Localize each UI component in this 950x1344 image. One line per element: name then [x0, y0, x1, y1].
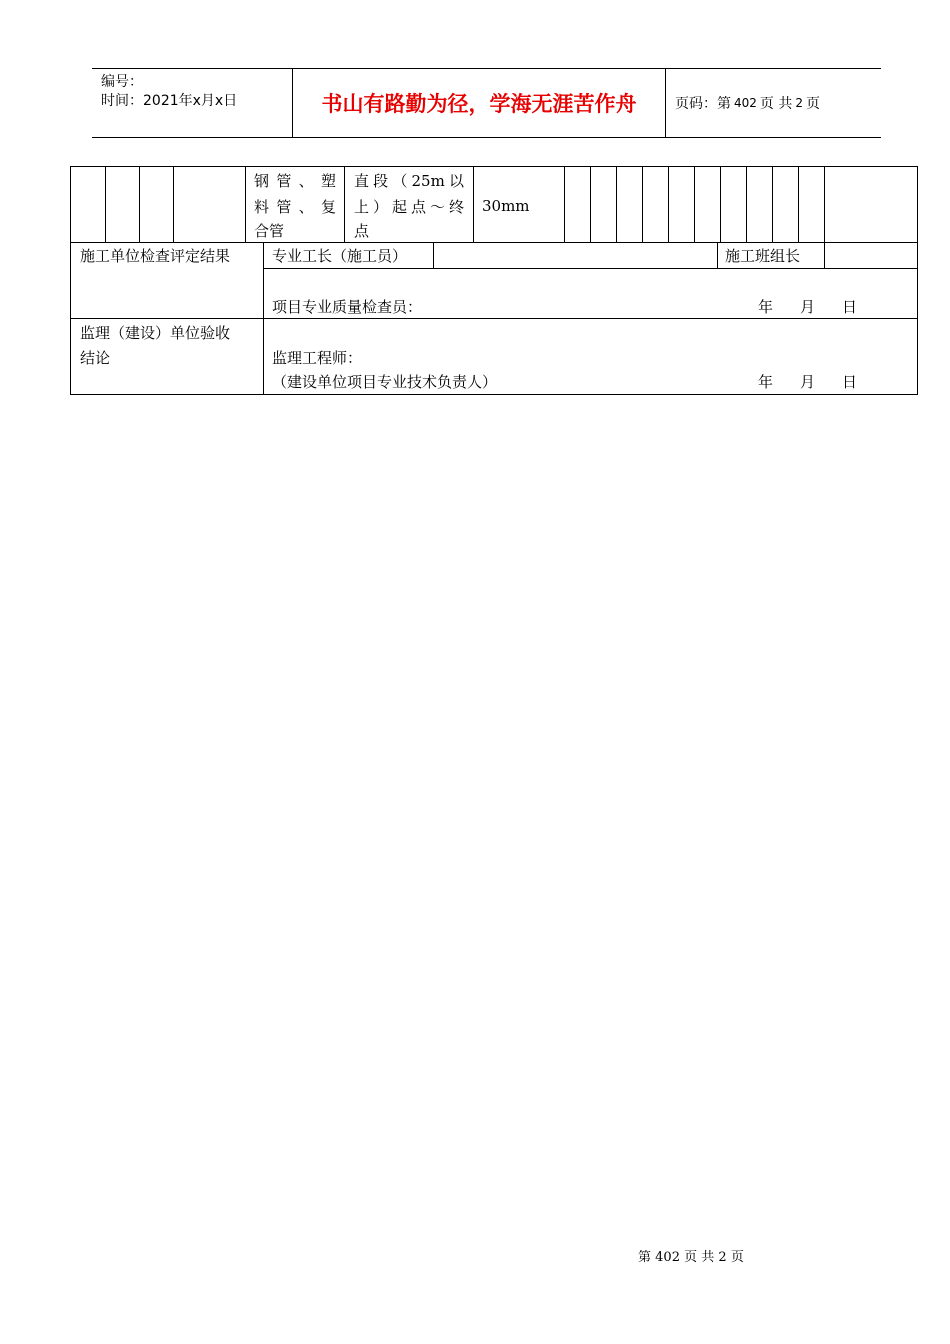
- footer-prefix: 第: [638, 1250, 652, 1265]
- table-col-divider: [473, 166, 474, 242]
- supervisor-label: 监理工程师：: [272, 349, 363, 367]
- page-total: 2: [795, 96, 803, 110]
- table-col-divider: [642, 166, 643, 242]
- table-col-divider: [798, 166, 799, 242]
- supervision-label: 监理（建设）单位验收: [80, 324, 231, 342]
- footer-page-number: 402: [655, 1250, 680, 1265]
- table-border-right: [917, 166, 918, 395]
- table-col-divider: [694, 166, 695, 242]
- table-col-divider: [263, 242, 264, 394]
- table-col-divider: [344, 166, 345, 242]
- table-col-divider: [564, 166, 565, 242]
- page-mid: 页 共: [759, 96, 793, 112]
- footer-suffix: 页: [730, 1250, 744, 1265]
- table-col-divider: [772, 166, 773, 242]
- material-line: 合管: [254, 222, 285, 240]
- foreman-label: 专业工长（施工员）: [272, 247, 408, 265]
- date-day: 日: [842, 298, 858, 316]
- serial-label: 编号：: [101, 74, 143, 90]
- date-year: 年: [758, 298, 774, 316]
- table-row-divider: [70, 318, 918, 319]
- table-col-divider: [173, 166, 174, 242]
- date-month: 月: [800, 373, 816, 391]
- table-border-top: [70, 166, 918, 167]
- table-col-divider: [590, 166, 591, 242]
- table-col-divider: [824, 242, 825, 268]
- date-day: 日: [842, 373, 858, 391]
- table-col-divider: [433, 242, 434, 268]
- footer-page-total: 2: [718, 1250, 727, 1265]
- team-leader-label: 施工班组长: [725, 247, 801, 265]
- table-col-divider: [245, 166, 246, 242]
- date-month: 月: [800, 298, 816, 316]
- table-col-divider: [105, 166, 106, 242]
- table-border-left: [70, 166, 71, 395]
- supervision-label: 结论: [80, 349, 111, 367]
- segment-line: 点: [354, 222, 370, 240]
- page-number: 402: [734, 96, 757, 110]
- segment-line: 直段（25m以: [354, 172, 464, 190]
- owner-tech-lead-label: （建设单位项目专业技术负责人）: [272, 373, 498, 391]
- quality-inspector-label: 项目专业质量检查员：: [272, 298, 423, 316]
- construction-result-label: 施工单位检查评定结果: [80, 247, 231, 265]
- table-col-divider: [717, 242, 718, 268]
- table-col-divider: [668, 166, 669, 242]
- date-year: 年: [758, 373, 774, 391]
- page-footer: [638, 1246, 744, 1265]
- table-col-divider: [720, 166, 721, 242]
- time-label: 时间：2021年x月x日: [101, 93, 238, 109]
- material-line: 钢管、塑: [254, 172, 336, 190]
- footer-mid: 页 共: [684, 1250, 715, 1265]
- tolerance-value: 30mm: [482, 197, 530, 215]
- table-col-divider: [824, 166, 825, 242]
- page-prefix: 页码：第: [675, 96, 731, 112]
- page-suffix: 页: [806, 96, 820, 112]
- table-col-divider: [746, 166, 747, 242]
- material-line: 料管、复: [254, 198, 336, 216]
- segment-line: 上）起点～终: [354, 198, 464, 216]
- table-col-divider: [616, 166, 617, 242]
- header-motto: 书山有路勤为径，学海无涯苦作舟: [321, 92, 637, 116]
- table-col-divider: [139, 166, 140, 242]
